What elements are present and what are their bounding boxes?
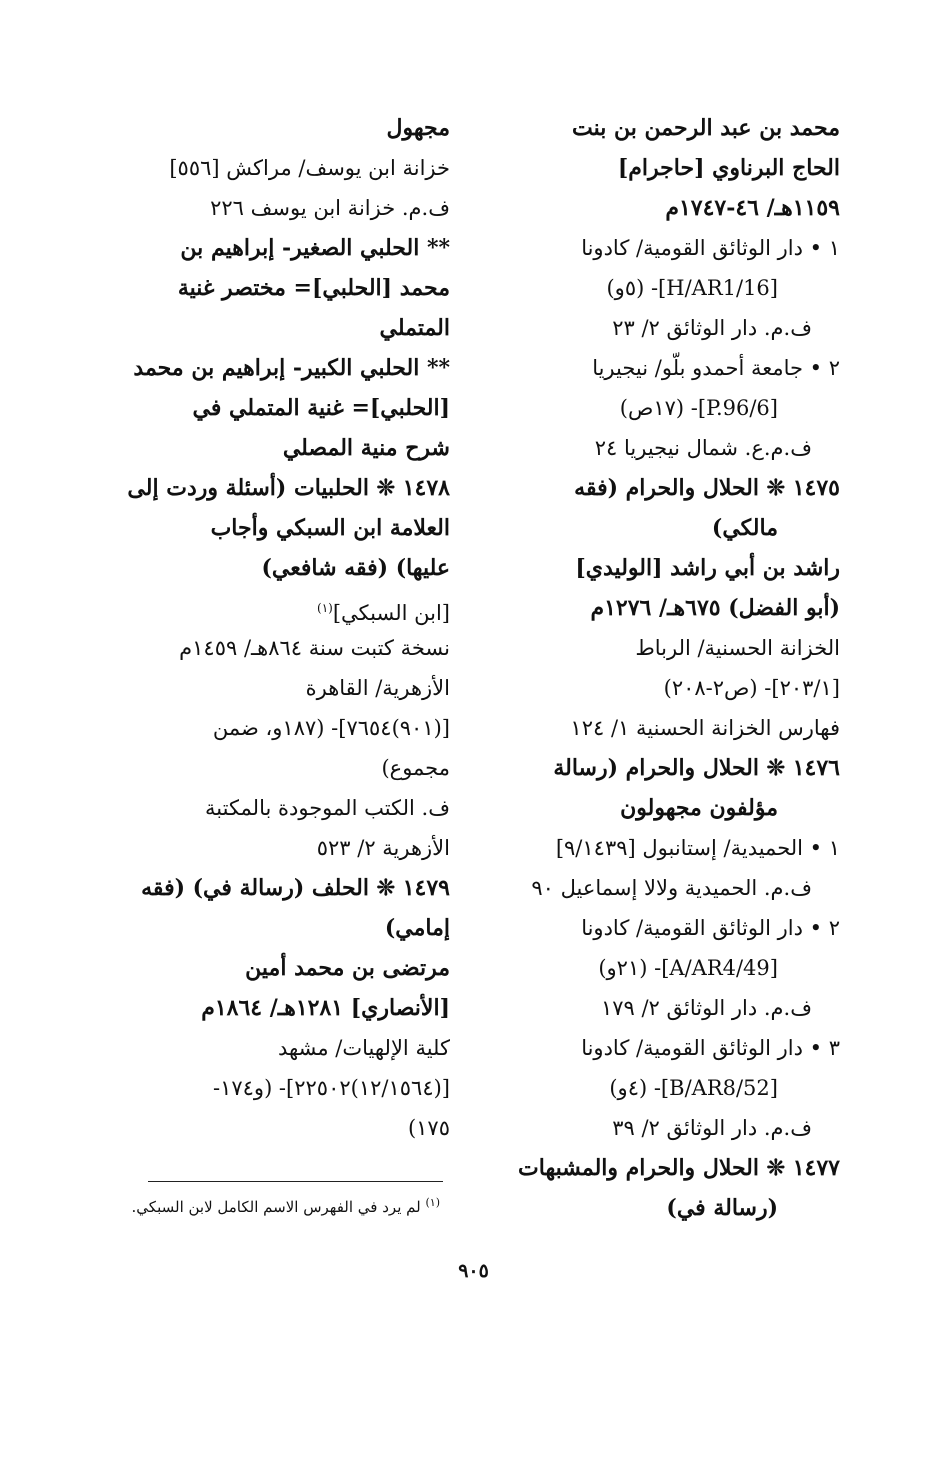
text-line [495, 868, 840, 908]
line-text: محمد بن عبد الرحمن بن بنت [572, 115, 840, 141]
text-line [495, 668, 840, 708]
text-line [495, 308, 840, 348]
text-line [495, 948, 840, 988]
text-line [108, 148, 450, 188]
line-text: خزانة ابن يوسف/ مراكش [٥٥٦] [169, 156, 450, 180]
line-text: شرح منية المصلي [282, 435, 450, 461]
footnote [110, 1196, 440, 1216]
text-line [108, 868, 450, 908]
text-line [495, 548, 840, 588]
line-text: [P.96/6]- (١٧ص) [619, 396, 778, 420]
text-line [495, 388, 840, 428]
line-text: [الأنصاري] ١٢٨١هـ/ ١٨٦٤م [201, 995, 450, 1021]
text-line [495, 428, 840, 468]
line-text: ١ • دار الوثائق القومية/ كادونا [581, 236, 840, 260]
line-text: إمامي) [384, 915, 450, 941]
text-line [108, 268, 450, 308]
line-text: (رسالة في) [666, 1195, 778, 1221]
text-line [108, 348, 450, 388]
footnote-text: لم يرد في الفهرس الاسم الكامل لابن السبكي. [131, 1198, 421, 1216]
line-text: ** الحلبي الصغير- إبراهيم بن [180, 235, 450, 261]
text-line [108, 508, 450, 548]
line-text: نسخة كتبت سنة ٨٦٤هـ/ ١٤٥٩م [179, 636, 450, 660]
text-line [495, 1188, 840, 1228]
text-line [495, 788, 840, 828]
line-text: ف.م. دار الوثائق ٢/ ٢٣ [612, 316, 812, 340]
right-column [495, 108, 840, 1228]
line-text: ١٤٧٥ ❊ الحلال والحرام (فقه [574, 475, 840, 501]
text-line [108, 588, 450, 628]
text-line [108, 108, 450, 148]
text-line [108, 1108, 450, 1148]
line-text: مجموع) [381, 756, 450, 780]
text-line [108, 668, 450, 708]
text-line [108, 1068, 450, 1108]
text-line [108, 908, 450, 948]
line-text: الحاج البرناوي [حاجرام] [617, 155, 840, 181]
text-line [495, 628, 840, 668]
text-line [495, 188, 840, 228]
line-text: المتملي [379, 315, 450, 341]
text-line [108, 628, 450, 668]
text-line [495, 1068, 840, 1108]
text-line [495, 1028, 840, 1068]
text-line [495, 908, 840, 948]
line-text: [(٩٠١)٧٦٥٤]- (١٨٧و، ضمن [212, 716, 450, 740]
text-line [108, 988, 450, 1028]
line-text: ١٧٥) [407, 1116, 450, 1140]
left-column [108, 108, 450, 1148]
line-text: [A/AR4/49]- (٢١و) [598, 956, 778, 980]
text-line [108, 548, 450, 588]
text-line [108, 388, 450, 428]
line-text: مؤلفون مجهولون [620, 795, 778, 821]
line-text: (أبو الفضل) ٦٧٥هـ/ ١٢٧٦م [590, 595, 840, 621]
line-text: مجهول [386, 115, 450, 141]
line-text: ١٤٧٨ ❊ الحلبيات (أسئلة وردت إلى [127, 475, 450, 501]
text-line [108, 828, 450, 868]
line-text: مالكي) [711, 515, 778, 541]
text-line [108, 468, 450, 508]
text-line [108, 308, 450, 348]
footnote-marker: (١) [425, 1196, 440, 1209]
line-text: الأزهرية ٢/ ٥٢٣ [316, 836, 450, 860]
line-text: ف. الكتب الموجودة بالمكتبة [205, 796, 450, 820]
line-text: راشد بن أبي راشد [الوليدي] [575, 555, 840, 581]
text-line [495, 348, 840, 388]
line-text: ٣ • دار الوثائق القومية/ كادونا [581, 1036, 840, 1060]
text-line [108, 948, 450, 988]
text-line [495, 1148, 840, 1188]
text-line [495, 988, 840, 1028]
line-text: ف.م. دار الوثائق ٢/ ٣٩ [612, 1116, 812, 1140]
text-line [495, 508, 840, 548]
line-text: كلية الإلهيات/ مشهد [277, 1036, 450, 1060]
text-line [495, 588, 840, 628]
text-line [108, 708, 450, 748]
text-line [495, 108, 840, 148]
line-text: فهارس الخزانة الحسنية ١/ ١٢٤ [570, 716, 840, 740]
text-line [495, 468, 840, 508]
line-text: مرتضى بن محمد أمين [245, 955, 450, 981]
text-line [495, 268, 840, 308]
line-text: [(١٢/١٥٦٤)٢٢٥٠٢]- (و١٧٤- [212, 1076, 450, 1100]
line-text: [٢٠٣/١]- (ص٢-٢٠٨) [663, 676, 840, 700]
footnote-reference: (١) [317, 601, 333, 615]
line-text: [ابن السبكي] [332, 601, 450, 625]
page-number: ٩٠٥ [458, 1260, 489, 1282]
line-text: [B/AR8/52]- (٤و) [609, 1076, 778, 1100]
line-text: [H/AR1/16]- (٥و) [606, 276, 778, 300]
text-line [495, 748, 840, 788]
line-text: عليها) (فقه شافعي) [261, 555, 450, 581]
line-text: العلامة ابن السبكي وأجاب [210, 515, 450, 541]
line-text: [الحلبي]= غنية المتملي في [192, 395, 450, 421]
text-line [108, 228, 450, 268]
text-line [108, 748, 450, 788]
line-text: الأزهرية/ القاهرة [305, 676, 450, 700]
text-line [108, 188, 450, 228]
line-text: ١١٥٩هـ/ ٤٦-١٧٤٧م [665, 195, 840, 221]
line-text: ٢ • جامعة أحمدو بلّو/ نيجيريا [592, 356, 840, 380]
line-text: الخزانة الحسنية/ الرباط [635, 636, 840, 660]
line-text: ف.م. الحميدية ولالا إسماعيل ٩٠ [531, 876, 812, 900]
text-line [108, 428, 450, 468]
text-line [108, 1028, 450, 1068]
line-text: ١ • الحميدية/ إستانبول [٩/١٤٣٩] [555, 836, 840, 860]
footnote-separator [148, 1181, 443, 1182]
line-text: ٢ • دار الوثائق القومية/ كادونا [581, 916, 840, 940]
line-text: ١٤٧٦ ❊ الحلال والحرام (رسالة [553, 755, 840, 781]
line-text: ١٤٧٧ ❊ الحلال والحرام والمشبهات [518, 1155, 840, 1181]
text-line [495, 828, 840, 868]
line-text: ١٤٧٩ ❊ الحلف (رسالة في) (فقه [141, 875, 450, 901]
line-text: ف.م. خزانة ابن يوسف ٢٢٦ [210, 196, 450, 220]
text-line [108, 788, 450, 828]
line-text: ** الحلبي الكبير- إبراهيم بن محمد [133, 355, 450, 381]
line-text: ف.م. دار الوثائق ٢/ ١٧٩ [600, 996, 812, 1020]
line-text: محمد [الحلبي]= مختصر غنية [177, 275, 450, 301]
text-line [495, 228, 840, 268]
line-text: ف.م.ع. شمال نيجيريا ٢٤ [594, 436, 812, 460]
text-line [495, 1108, 840, 1148]
text-line [495, 708, 840, 748]
text-line [495, 148, 840, 188]
